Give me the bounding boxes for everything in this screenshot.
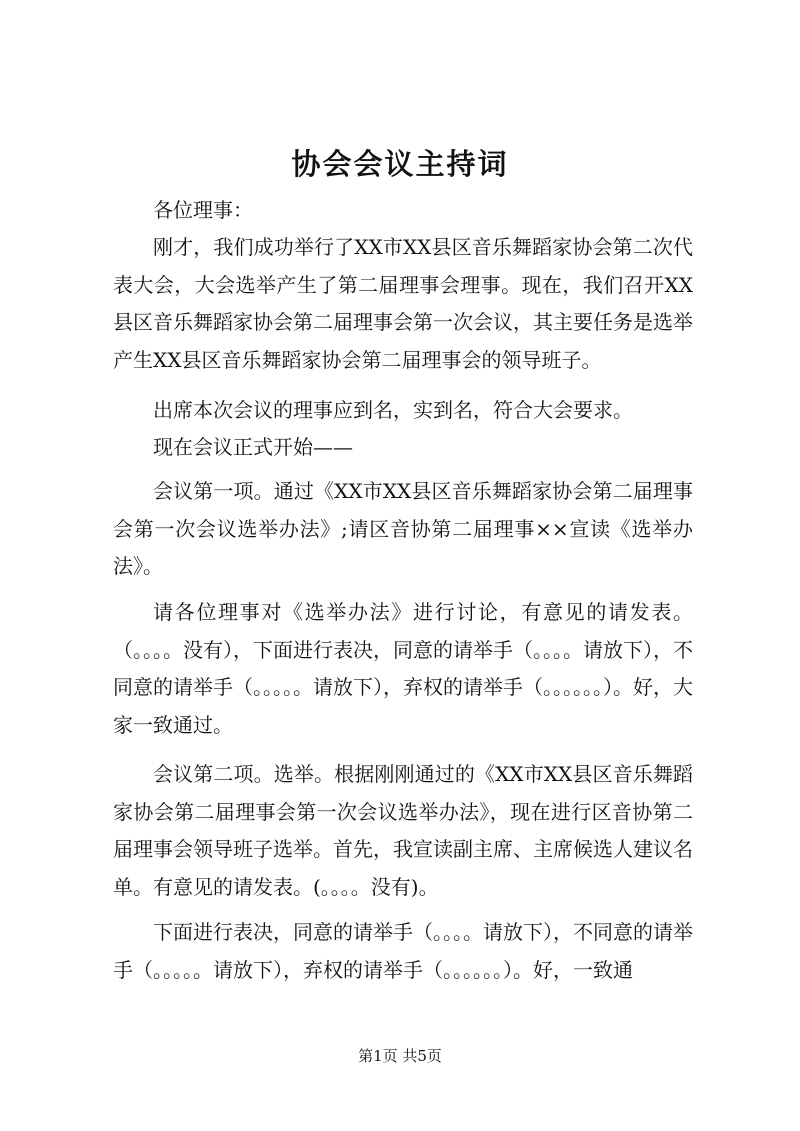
paragraph-item-two: 会议第二项。选举。根据刚刚通过的《XX市XX县区音乐舞蹈家协会第二届理事会第一次会议选举办法》，现在进行区音协第二届理事会领导班子选举。首先，我宣读副主席、主席候选人建议名单。有意见的请发表。(。。。。没有)。	[113, 762, 693, 899]
page-footer: 第1页 共5页	[358, 1047, 442, 1065]
paragraph-greeting: 各位理事：	[153, 198, 253, 222]
paragraph-start: 现在会议正式开始——	[153, 435, 353, 459]
paragraph-item-one: 会议第一项。通过《XX市XX县区音乐舞蹈家协会第二届理事会第一次会议选举办法》;请区音协第二届理事××宣读《选举办法》。	[113, 479, 693, 578]
paragraph-attendance: 出席本次会议的理事应到名，实到名，符合大会要求。	[153, 398, 633, 422]
paragraph-intro: 刚才，我们成功举行了XX市XX县区音乐舞蹈家协会第二次代表大会，大会选举产生了第二届理事会理事。现在，我们召开XX县区音乐舞蹈家协会第二届理事会第一次会议，其主要任务是选举产生XX县区音乐舞蹈家协会第二届理事会的领导班子。	[113, 235, 693, 372]
paragraph-vote: 下面进行表决，同意的请举手（。。。。请放下），不同意的请举手（。。。。。请放下），弃权的请举手（。。。。。。）。好，一致通	[113, 920, 693, 982]
paragraph-discussion: 请各位理事对《选举办法》进行讨论，有意见的请发表。（。。。。没有），下面进行表决，同意的请举手（。。。。请放下），不同意的请举手（。。。。。请放下），弃权的请举手（。。。。。。）。好，大家一致通过。	[113, 600, 693, 737]
document-title: 协会会议主持词	[291, 147, 509, 181]
